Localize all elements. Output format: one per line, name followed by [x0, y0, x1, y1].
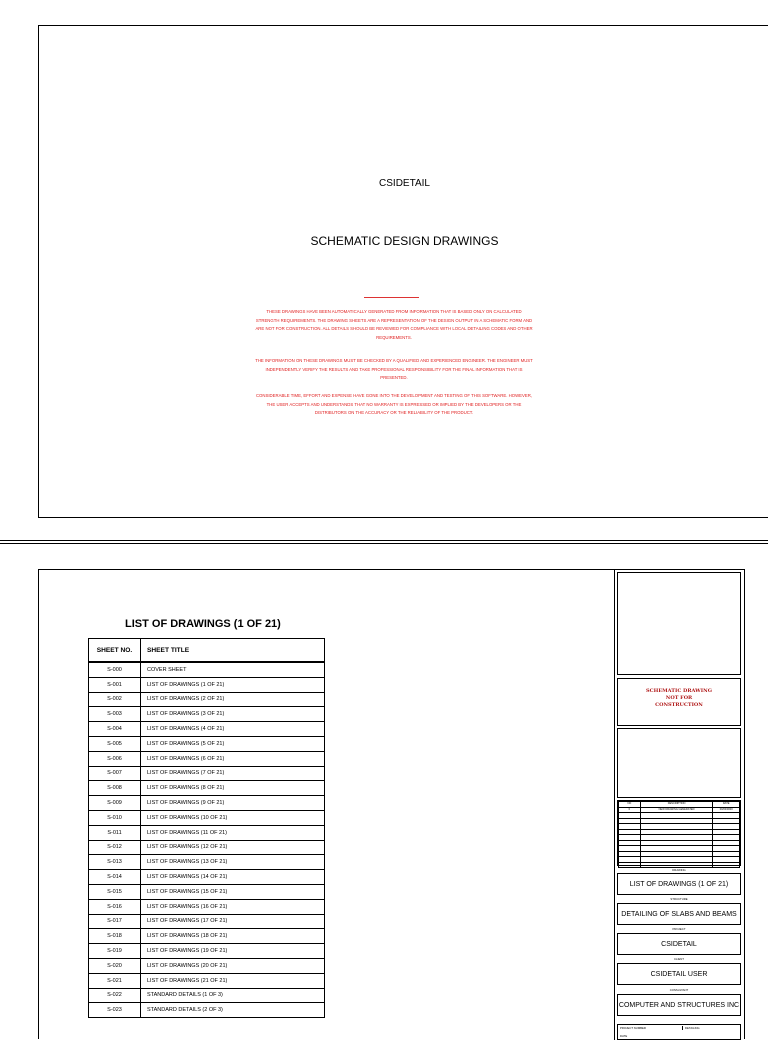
- table-row: [89, 988, 325, 1003]
- table-row: [89, 958, 325, 973]
- sheet-number-cell: S-011: [89, 825, 141, 840]
- disclaimer-note-1: THESE DRAWINGS HAVE BEEN AUTOMATICALLY GENERATED FROM INFORMATION THAT IS BASED ONLY ON CALCULATED STRENGTH REQUIREMENTS. THE DRAWING SHEETS ARE A REPRESENTATION OF THE DESIGN OUTPUT IN A SCHEMATIC FORM AND ARE NOT FOR CONSTRUCTION. ALL DETAILS SHOULD BE REVIEWED FOR COMPLIANCE WITH LOCAL DETAILING CODES AND OTHER REQUIREMENTS.: [255, 309, 533, 340]
- sheet-title-cell: LIST OF DRAWINGS (15 OF 21): [141, 884, 325, 899]
- sheet-title-cell: LIST OF DRAWINGS (8 OF 21): [141, 781, 325, 796]
- sheet-title-cell: LIST OF DRAWINGS (20 OF 21): [141, 958, 325, 973]
- sheet-number-cell: S-009: [89, 796, 141, 811]
- column-header-sheet-no: SHEET NO.: [89, 639, 141, 663]
- sheet-title-cell: LIST OF DRAWINGS (11 OF 21): [141, 825, 325, 840]
- sheet-heading: LIST OF DRAWINGS (1 OF 21): [125, 618, 281, 630]
- drawing-field-label: DRAWING: [672, 868, 686, 872]
- sheet-title-cell: COVER SHEET: [141, 662, 325, 677]
- stamp-line-3: CONSTRUCTION: [655, 702, 703, 708]
- table-row: [89, 929, 325, 944]
- sheet-title-cell: STANDARD DETAILS (1 OF 3): [141, 988, 325, 1003]
- project-number-strip: [617, 1024, 741, 1040]
- sheet-title-cell: LIST OF DRAWINGS (9 OF 21): [141, 796, 325, 811]
- sheet-number-cell: S-005: [89, 736, 141, 751]
- client-field-value: CSIDETAIL USER: [617, 963, 741, 985]
- revision-cell: NEW DRAWING GENERATED: [640, 807, 713, 813]
- disclaimer-note-3: CONSIDERABLE TIME, EFFORT AND EXPENSE HAVE GONE INTO THE DEVELOPMENT AND TESTING OF THIS SOFTWARE. HOWEVER, THE USER ACCEPTS AND UNDERSTANDS THAT NO WARRANTY IS EXPRESSED OR IMPLIED BY THE DEVELOPERS OR THE DISTRIBUTORS ON THE ACCURACY OR THE RELIABILITY OF THE PRODUCT.: [255, 393, 533, 416]
- revision-cell: DESCRIPTION: [640, 802, 713, 808]
- red-divider: [364, 297, 419, 298]
- table-row: [89, 944, 325, 959]
- date-label: DATE: [620, 1034, 628, 1038]
- revision-grid: [618, 801, 740, 868]
- drawing-list-table: [88, 638, 325, 1018]
- structure-field-label: STRUCTURE: [670, 897, 688, 901]
- sheet-number-cell: S-008: [89, 781, 141, 796]
- sheet-number-cell: S-014: [89, 870, 141, 885]
- project-field-label: PROJECT: [672, 927, 686, 931]
- sheet-title-cell: LIST OF DRAWINGS (12 OF 21): [141, 840, 325, 855]
- drawing-field-value: LIST OF DRAWINGS (1 OF 21): [617, 873, 741, 895]
- project-field-value: CSIDETAIL: [617, 933, 741, 955]
- table-row: [89, 884, 325, 899]
- table-row: [89, 973, 325, 988]
- table-row: [89, 840, 325, 855]
- table-row: [89, 899, 325, 914]
- sheet-title-cell: LIST OF DRAWINGS (7 OF 21): [141, 766, 325, 781]
- project-number-label: PROJECT NUMBER: [620, 1026, 646, 1030]
- table-header-row: [89, 639, 325, 663]
- sheet-number-cell: S-016: [89, 899, 141, 914]
- table-row: [89, 736, 325, 751]
- sheet-title-cell: LIST OF DRAWINGS (6 OF 21): [141, 751, 325, 766]
- schematic-stamp: [617, 678, 741, 726]
- cover-sheet-border: [38, 25, 768, 518]
- revision-cell: [619, 862, 641, 868]
- table-row: [89, 662, 325, 677]
- consultant-field-label: CONSULTANT: [669, 988, 689, 992]
- list-of-drawings-page: [0, 543, 768, 1038]
- table-row: [89, 692, 325, 707]
- revision-cell: [713, 862, 740, 868]
- sheet-title-cell: LIST OF DRAWINGS (2 OF 21): [141, 692, 325, 707]
- sheet-title-cell: LIST OF DRAWINGS (5 OF 21): [141, 736, 325, 751]
- consultant-field-value: COMPUTER AND STRUCTURES INC: [617, 994, 741, 1016]
- structure-field-value: DETAILING OF SLABS AND BEAMS: [617, 903, 741, 925]
- table-row: [89, 855, 325, 870]
- sheet-title-cell: LIST OF DRAWINGS (17 OF 21): [141, 914, 325, 929]
- sheet-title-cell: LIST OF DRAWINGS (4 OF 21): [141, 722, 325, 737]
- table-row: [89, 870, 325, 885]
- revision-cell: NO: [619, 802, 641, 808]
- sheet-number-cell: S-021: [89, 973, 141, 988]
- sheet-number-cell: S-007: [89, 766, 141, 781]
- table-row: [89, 751, 325, 766]
- client-field-label: CLIENT: [674, 957, 684, 961]
- sheet-number-cell: S-006: [89, 751, 141, 766]
- sheet-title-cell: LIST OF DRAWINGS (19 OF 21): [141, 944, 325, 959]
- sheet-number-cell: S-003: [89, 707, 141, 722]
- sheet-title-cell: LIST OF DRAWINGS (3 OF 21): [141, 707, 325, 722]
- sheet-number-cell: S-002: [89, 692, 141, 707]
- detailing-label: DETAILING: [682, 1026, 700, 1030]
- table-row: [89, 677, 325, 692]
- sheet-number-cell: S-010: [89, 810, 141, 825]
- revision-cell: DATE: [713, 802, 740, 808]
- stamp-line-1: SCHEMATIC DRAWING: [646, 688, 712, 694]
- sheet-title-cell: LIST OF DRAWINGS (18 OF 21): [141, 929, 325, 944]
- revision-table: [617, 800, 741, 866]
- drawing-list-body: [89, 662, 325, 1018]
- sheet-title-cell: LIST OF DRAWINGS (13 OF 21): [141, 855, 325, 870]
- drawing-sheet-border: [38, 569, 745, 1039]
- sheet-number-cell: S-013: [89, 855, 141, 870]
- sheet-number-cell: S-019: [89, 944, 141, 959]
- sheet-title-cell: LIST OF DRAWINGS (10 OF 21): [141, 810, 325, 825]
- revision-row: [619, 862, 740, 868]
- revision-cell: 00/00/0000: [713, 807, 740, 813]
- table-row: [89, 810, 325, 825]
- sheet-number-cell: S-001: [89, 677, 141, 692]
- table-row: [89, 707, 325, 722]
- company-name: CSIDETAIL: [379, 178, 430, 189]
- sheet-title-cell: STANDARD DETAILS (2 OF 3): [141, 1003, 325, 1018]
- revision-cell: 0: [619, 807, 641, 813]
- logo-area: [617, 572, 741, 675]
- sheet-number-cell: S-012: [89, 840, 141, 855]
- sheet-number-cell: S-022: [89, 988, 141, 1003]
- drawing-set-title: SCHEMATIC DESIGN DRAWINGS: [310, 234, 499, 248]
- title-block: [614, 570, 742, 1040]
- seal-area: [617, 728, 741, 798]
- disclaimer-note-2: THE INFORMATION ON THESE DRAWINGS MUST BE CHECKED BY A QUALIFIED AND EXPERIENCED ENGINEER. THE ENGINEER MUST INDEPENDENTLY VERIFY THE RESULTS AND TAKE PROFESSIONAL RESPONSIBILITY FOR THE FINAL INFORMATION THAT IS PRESENTED.: [255, 358, 533, 381]
- stamp-line-2: NOT FOR: [665, 695, 693, 701]
- sheet-number-cell: S-023: [89, 1003, 141, 1018]
- sheet-number-cell: S-017: [89, 914, 141, 929]
- revision-cell: [640, 862, 713, 868]
- sheet-title-cell: LIST OF DRAWINGS (21 OF 21): [141, 973, 325, 988]
- sheet-number-cell: S-020: [89, 958, 141, 973]
- sheet-number-cell: S-015: [89, 884, 141, 899]
- table-row: [89, 722, 325, 737]
- table-row: [89, 914, 325, 929]
- sheet-number-cell: S-000: [89, 662, 141, 677]
- table-row: [89, 796, 325, 811]
- sheet-title-cell: LIST OF DRAWINGS (14 OF 21): [141, 870, 325, 885]
- table-row: [89, 766, 325, 781]
- column-header-sheet-title: SHEET TITLE: [141, 639, 325, 663]
- sheet-title-cell: LIST OF DRAWINGS (1 OF 21): [141, 677, 325, 692]
- table-row: [89, 1003, 325, 1018]
- sheet-title-cell: LIST OF DRAWINGS (16 OF 21): [141, 899, 325, 914]
- table-row: [89, 781, 325, 796]
- table-row: [89, 825, 325, 840]
- sheet-number-cell: S-018: [89, 929, 141, 944]
- sheet-number-cell: S-004: [89, 722, 141, 737]
